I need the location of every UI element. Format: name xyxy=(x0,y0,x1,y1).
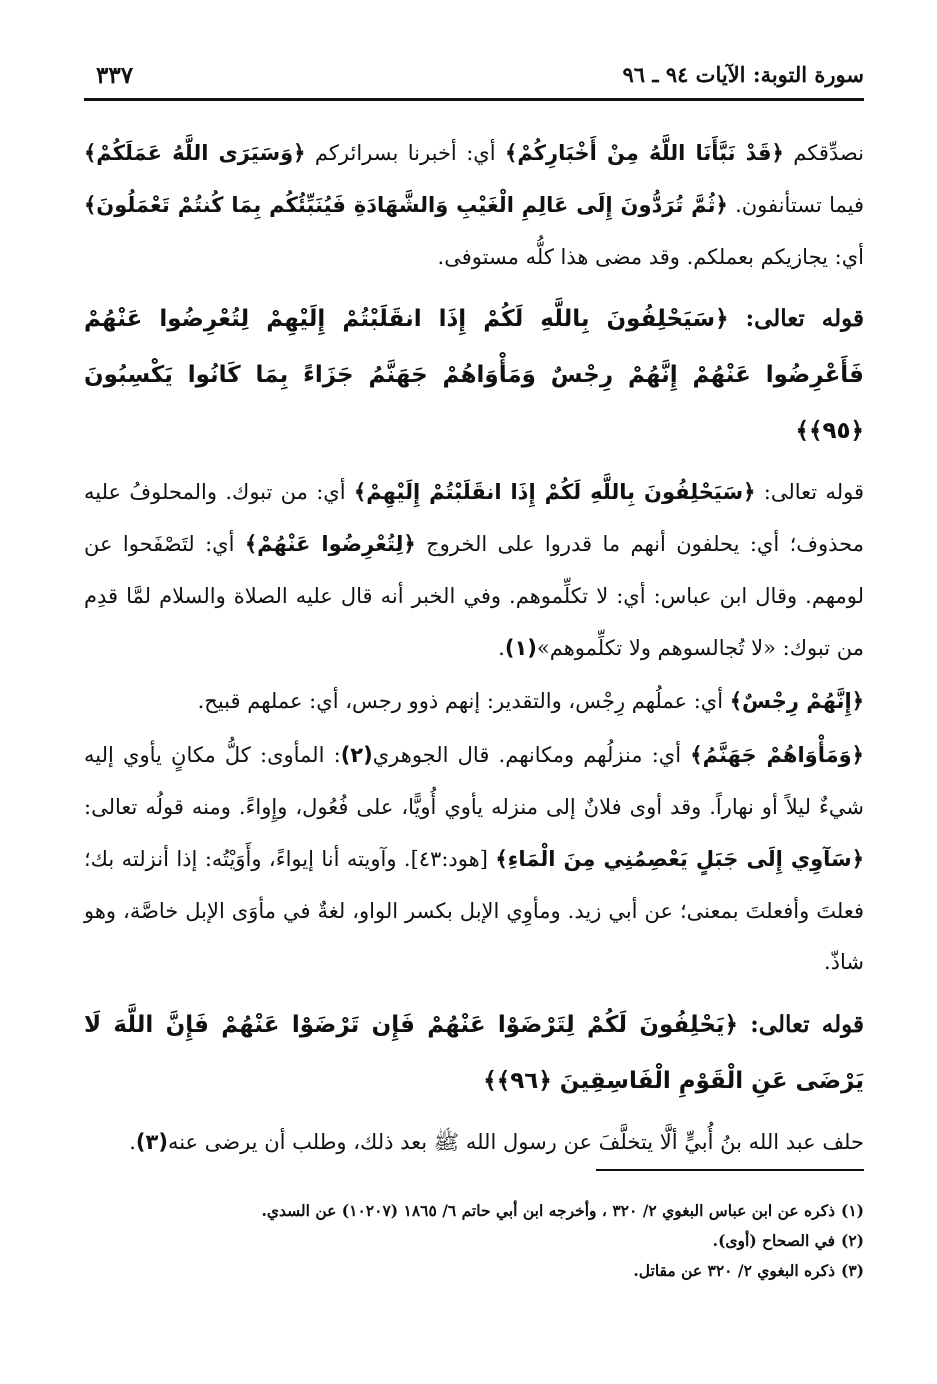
quran-quote: ﴿لِتُعْرِضُوا عَنْهُمْ﴾ xyxy=(244,531,416,556)
commentary-text: أي: أخبرنا بسرائركم xyxy=(305,141,506,165)
footnote-number: (١) xyxy=(840,1201,864,1220)
footnote-divider xyxy=(596,1169,864,1171)
footnote-text: ذكره البغوي ٢/ ٣٢٠ عن مقاتل. xyxy=(633,1261,835,1280)
quran-quote: ﴿ثُمَّ تُرَدُّونَ إِلَى عَالِمِ الْغَيْبِ وَالشَّهَادَةِ فَيُنَبِّئُكُم بِمَا كُنتُمْ تَعْمَلُونَ﴾ xyxy=(84,192,728,217)
commentary-text: نصدِّقكم xyxy=(783,141,864,165)
footnote-text: في الصحاح (أوى). xyxy=(712,1231,835,1250)
commentary-text: أي: عملُهم رِجْس، والتقدير: إنهم ذوو رجس، أي: عملهم قبيح. xyxy=(197,689,730,714)
commentary-text: قوله تعالى: xyxy=(755,480,864,505)
footnote-text: ذكره عن ابن عباس البغوي ٢/ ٣٢٠ ، وأخرجه ابن أبي حاتم ٦/ ١٨٦٥ (١٠٢٠٧) عن السدي. xyxy=(261,1201,835,1220)
footnote-number: (٢) xyxy=(840,1231,864,1250)
commentary-text: . xyxy=(129,1130,136,1155)
verse-heading xyxy=(84,291,864,459)
footnote-2 xyxy=(84,1226,864,1256)
commentary-text: أي: من تبوك. والمحلوفُ عليه محذوف؛ أي: يحلفون أنهم ما قدروا على الخروج xyxy=(84,480,864,556)
commentary-text: حلف عبد الله بنُ أُبيٍّ ألَّا يتخلَّفَ عن رسول الله ﷺ بعد ذلك، وطلب أن يرضى عنه xyxy=(167,1130,864,1155)
page-header xyxy=(84,62,864,96)
quran-quote: ﴿وَمَأْوَاهُمْ جَهَنَّمُ﴾ xyxy=(690,743,864,768)
footnotes xyxy=(84,1196,864,1286)
footnote-marker: (٣) xyxy=(135,1130,168,1155)
commentary-text: : المأوى: كلُّ مكانٍ يأوي إليه شيءٌ ليلاً أو نهاراً. وقد أوى فلانٌ إلى منزله يأوي أُويًّا، على فُعُول، وإِواءً. ومنه قولُه تعالى: xyxy=(84,743,864,819)
page-body xyxy=(84,128,864,1169)
page-number: ٣٣٧ xyxy=(96,62,134,89)
commentary-text: أي: منزلُهم ومكانهم. قال الجوهري xyxy=(372,743,691,768)
commentary-paragraph xyxy=(84,128,864,283)
commentary-paragraph xyxy=(84,467,864,674)
commentary-text: فيما تستأنفون. xyxy=(727,192,865,217)
footnote-number: (٣) xyxy=(840,1261,864,1280)
book-page xyxy=(84,48,864,1358)
verse-lead: قوله تعالى: xyxy=(728,305,864,333)
quran-quote: ﴿سَيَحْلِفُونَ بِاللَّهِ لَكُمْ إِذَا انقَلَبْتُمْ إِلَيْهِمْ﴾ xyxy=(353,480,756,505)
footnote-marker: (١) xyxy=(504,635,537,660)
commentary-paragraph xyxy=(84,730,864,989)
quran-quote: ﴿وَسَيَرَى اللَّهُ عَمَلَكُمْ﴾ xyxy=(84,141,306,165)
commentary-text: [هود:٤٣]. وآويته أنا إيواءً، وأَوَيْتُه: إذا أنزلته بك؛ فعلتَ وأفعلتَ بمعنى؛ عن أبي زيد. ومأوِي الإبل بكسر الواو، لغةٌ في مأوَى الإبل خاصَّة، وهو شاذّ. xyxy=(84,846,864,975)
footnote-1 xyxy=(84,1196,864,1226)
header-divider xyxy=(84,98,864,101)
surah-title: سورة التوبة: الآيات ٩٤ ـ ٩٦ xyxy=(622,62,864,87)
quran-quote: ﴿يَحْلِفُونَ لَكُمْ لِتَرْضَوْا عَنْهُمْ فَإِن تَرْضَوْا عَنْهُمْ فَإِنَّ اللَّهَ لَا يَرْضَى عَنِ الْقَوْمِ الْفَاسِقِينَ ﴿٩٦﴾﴾ xyxy=(84,1012,864,1094)
footnote-3 xyxy=(84,1256,864,1286)
quran-quote: ﴿إِنَّهُمْ رِجْسٌ﴾ xyxy=(729,689,864,714)
quran-quote: ﴿قَدْ نَبَّأَنَا اللَّهُ مِنْ أَخْبَارِكُمْ﴾ xyxy=(505,141,784,165)
commentary-text: أي: لتَصْفَحوا عن لومهم. وقال ابن عباس: أي: لا تكلِّموهم. وفي الخبر أنه قال عليه الصلاة والسلام لمَّا قدِم من تبوك: «لا تُجالسوهم ولا تكلِّموهم» xyxy=(84,531,864,660)
verse-heading xyxy=(84,997,864,1109)
quran-quote: ﴿سَيَحْلِفُونَ بِاللَّهِ لَكُمْ إِذَا انقَلَبْتُمْ إِلَيْهِمْ لِتُعْرِضُوا عَنْهُمْ فَأَعْرِضُوا عَنْهُمْ إِنَّهُمْ رِجْسٌ وَمَأْوَاهُمْ جَهَنَّمُ جَزَاءً بِمَا كَانُوا يَكْسِبُونَ ﴿٩٥﴾﴾ xyxy=(84,306,864,444)
verse-lead: قوله تعالى: xyxy=(738,1011,864,1039)
commentary-text: أي: يجازيكم بعملكم. وقد مضى هذا كلُّه مستوفى. xyxy=(437,244,864,269)
commentary-paragraph xyxy=(84,1117,864,1169)
commentary-paragraph xyxy=(84,676,864,728)
footnote-marker: (٢) xyxy=(340,743,373,768)
commentary-text: . xyxy=(498,635,505,660)
quran-quote: ﴿سَآوِي إِلَى جَبَلٍ يَعْصِمُنِي مِنَ الْمَاءِ﴾ xyxy=(495,846,864,871)
